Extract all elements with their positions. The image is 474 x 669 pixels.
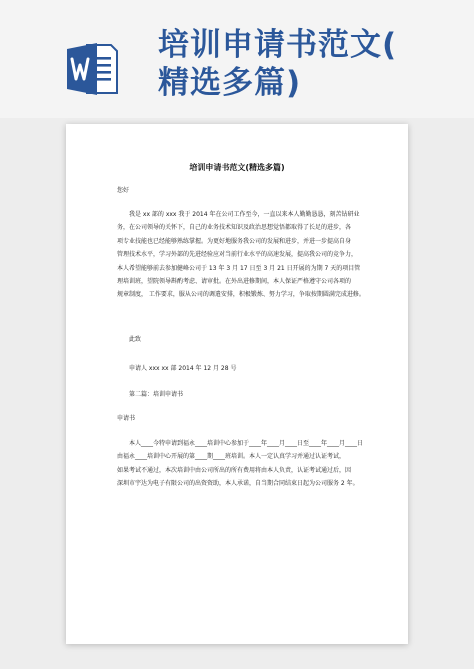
document-page — [66, 124, 408, 644]
body-line: 由福永____培训中心开展的第____期____班培训。本人一定认真学习并通过认证考试， — [117, 453, 346, 461]
banner-title-line2: 精选多篇) — [158, 65, 302, 101]
document-title: 培训申请书范文(精选多篇) — [189, 163, 285, 172]
body-line: 理培训班，望院领导斟酌考虑、请审批。在外出进修期间，本人保证严格遵守公司各项的 — [117, 278, 352, 286]
body-line: 务，在公司领导的关怀下，自己的业务技术知识及政治思想觉悟都取得了长足的进步，各 — [117, 224, 352, 232]
body-line: 规章制度， 工作要求，服从公司的调遣安排，积极锻炼、努力学习，争取按期圆满完成进修。 — [117, 291, 365, 299]
body-line: 深圳市宇达为电子有限公司的出资资助，本人承诺，自当期合同结束日起为公司服务 2 年。 — [117, 480, 359, 488]
body-line: 本人____今特申请到福永____培训中心参加于____年____月____日至____年____月____日 — [129, 440, 364, 447]
body-paragraph-2 — [117, 437, 379, 491]
body-line: 我是 xx 部的 xxx 我于 2014 年在公司工作至今，一直以来本人勤勤恳恳，刻苦钻研业 — [129, 211, 360, 218]
part2-heading: 第二篇：培训申请书 — [129, 391, 184, 398]
greeting: 您好 — [117, 187, 130, 194]
body-line: 项专业技能也已经能够熟练掌握。为更好地服务我公司的发展和进步，并进一步提高自身 — [117, 237, 352, 245]
sub-heading: 申请书 — [117, 415, 136, 422]
closing: 此致 — [129, 336, 142, 343]
body-paragraph-1 — [117, 208, 379, 302]
signature-line: 申请人 xxx xx 部 2014 年 12 月 28 号 — [129, 365, 237, 372]
body-line: 如果考试不通过，本次培训中由公司所出的所有费用将由本人负责，认证考试通过后，因 — [117, 466, 352, 474]
header-banner — [0, 0, 474, 118]
body-line: 管理技术水平，学习外部的先进经验应对当前行业水平的高速发展，提高我公司的竞争力， — [117, 251, 358, 259]
banner-title-line1: 培训申请书范文( — [158, 27, 398, 63]
body-line: 本人希望能够前去参加健峰公司于 13 年 3 月 17 日至 3 月 21 日开展的为期 7 天的项目管 — [117, 264, 361, 272]
banner-title — [158, 26, 458, 102]
word-document-icon — [63, 37, 123, 97]
